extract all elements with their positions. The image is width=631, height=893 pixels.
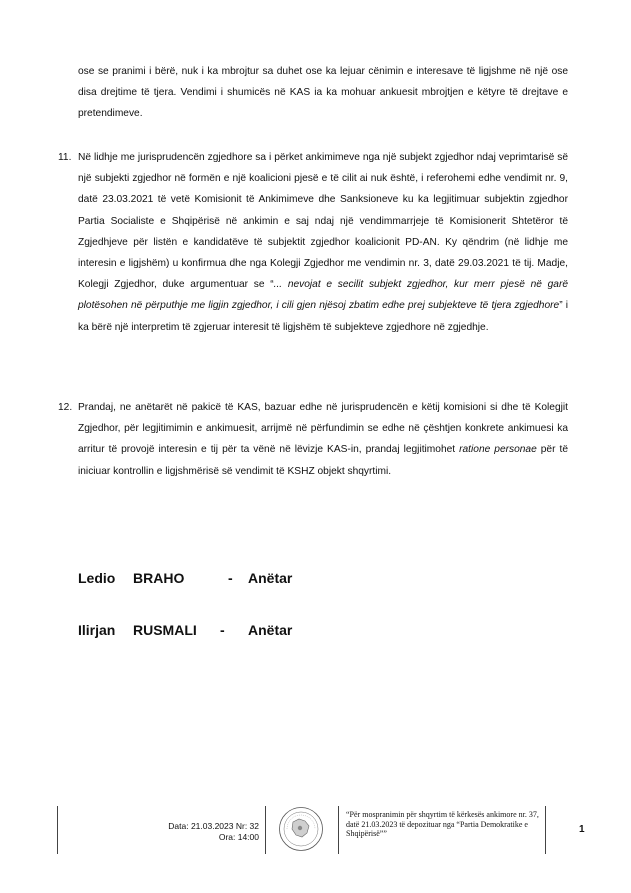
paragraph-text: Në lidhje me jurisprudencën zgjedhore sa i përket ankimimeve nga një subjekt zgjedhor ndaj veprimtarisë së një subjekti zgjedhor në formën e një koalicioni pjesë e të cilit ai nuk është, i referohemi edhe vendimit nr. 9, datë 23.03.2021 të vetë Komisionit të Ankimimeve dhe Sanksioneve ku ka legjitimuar subjektin zgjedhor Partia Socialiste e Shqipërisë në ankimin e saj ndaj një vendimmarrjeje të Komisionerit Shtetëror të Zgjedhjeve për listën e kandidatëve të subjektit zgjedhor koalicionit PD-AN. Ky qëndrim (në lidhje me interesin e ligjshëm) u konfirmua dhe nga Kolegji Zgjedhor me vendimin nr. 3, datë 29.03.2021 të tij. Madje, Kolegji Zgjedhor, duke argumentuar se “ xyxy=(78,152,568,291)
paragraph-text: ” i ka bërë një interpretim të zgjeruar interesit të ligjshëm të subjekteve zgjedhore në zgjedhje. xyxy=(78,300,568,333)
paragraph-text: ose se pranimi i bërë, nuk i ka mbrojtur sa duhet ose ka lejuar cënimin e interesave të ligjshme në një ose disa drejtime të tjera. Vendimi i shumicës në KAS ia ka mohuar ankuesit mbrojtjen e këtyre të drejtave e pretendimeve. xyxy=(78,66,568,120)
signer-role: Anëtar xyxy=(248,570,293,586)
latin-term: ratione personae xyxy=(459,444,537,456)
footer-time: Ora: 14:00 xyxy=(218,832,259,842)
signer-first-name: Ledio xyxy=(78,570,116,586)
signer-last-name: RUSMALI xyxy=(133,622,197,638)
signature-dash: - xyxy=(220,622,225,638)
quoted-text: ... nevojat e secilit subjekt zgjedhor, kur merr pjesë në garë plotësohen në përputhje me ligjin zgjedhor, i cili gjen njësoj zbatim edhe prej subjekteve të tjera zgjedhore xyxy=(78,279,569,312)
paragraph-number-11: 11. xyxy=(58,152,72,163)
paragraph-12 xyxy=(78,397,568,482)
footer-divider xyxy=(57,806,58,854)
signer-last-name: BRAHO xyxy=(133,570,185,586)
paragraph-text: Prandaj, ne anëtarët në pakicë të KAS, bazuar edhe në jurisprudencën e këtij komisioni si dhe të Kolegjit Zgjedhor, për legjitimimin e ankimuesit, arrijmë në përfundimin se edhe në çështjen konkrete ankimuesi ka arritur të provojë interesin e tij për ta vënë në lëvizje KAS-in, prandaj legjitimohet xyxy=(78,402,568,456)
footer-divider xyxy=(338,806,339,854)
page-number: 1 xyxy=(579,824,585,835)
footer-note: “Për mospranimin për shqyrtim të kërkesës ankimore nr. 37, datë 21.03.2023 të depozituar nga “Partia Demokratike e Shqipërisë”” xyxy=(346,810,539,838)
signer-first-name: Ilirjan xyxy=(78,622,116,638)
footer-divider xyxy=(545,806,546,854)
paragraph-text: për të iniciuar kontrollin e ligjshmërisë së vendimit të KSHZ objekt shqyrtimi. xyxy=(78,444,568,477)
paragraph-11 xyxy=(78,147,568,338)
paragraph-number-12: 12. xyxy=(58,402,73,413)
paragraph-continuation xyxy=(78,61,568,125)
signer-role: Anëtar xyxy=(248,622,293,638)
footer-date-block xyxy=(168,821,259,843)
footer-divider xyxy=(265,806,266,854)
commission-seal-icon xyxy=(278,806,324,852)
footer-date: Data: 21.03.2023 Nr: 32 xyxy=(168,821,259,831)
signature-dash: - xyxy=(228,570,233,586)
